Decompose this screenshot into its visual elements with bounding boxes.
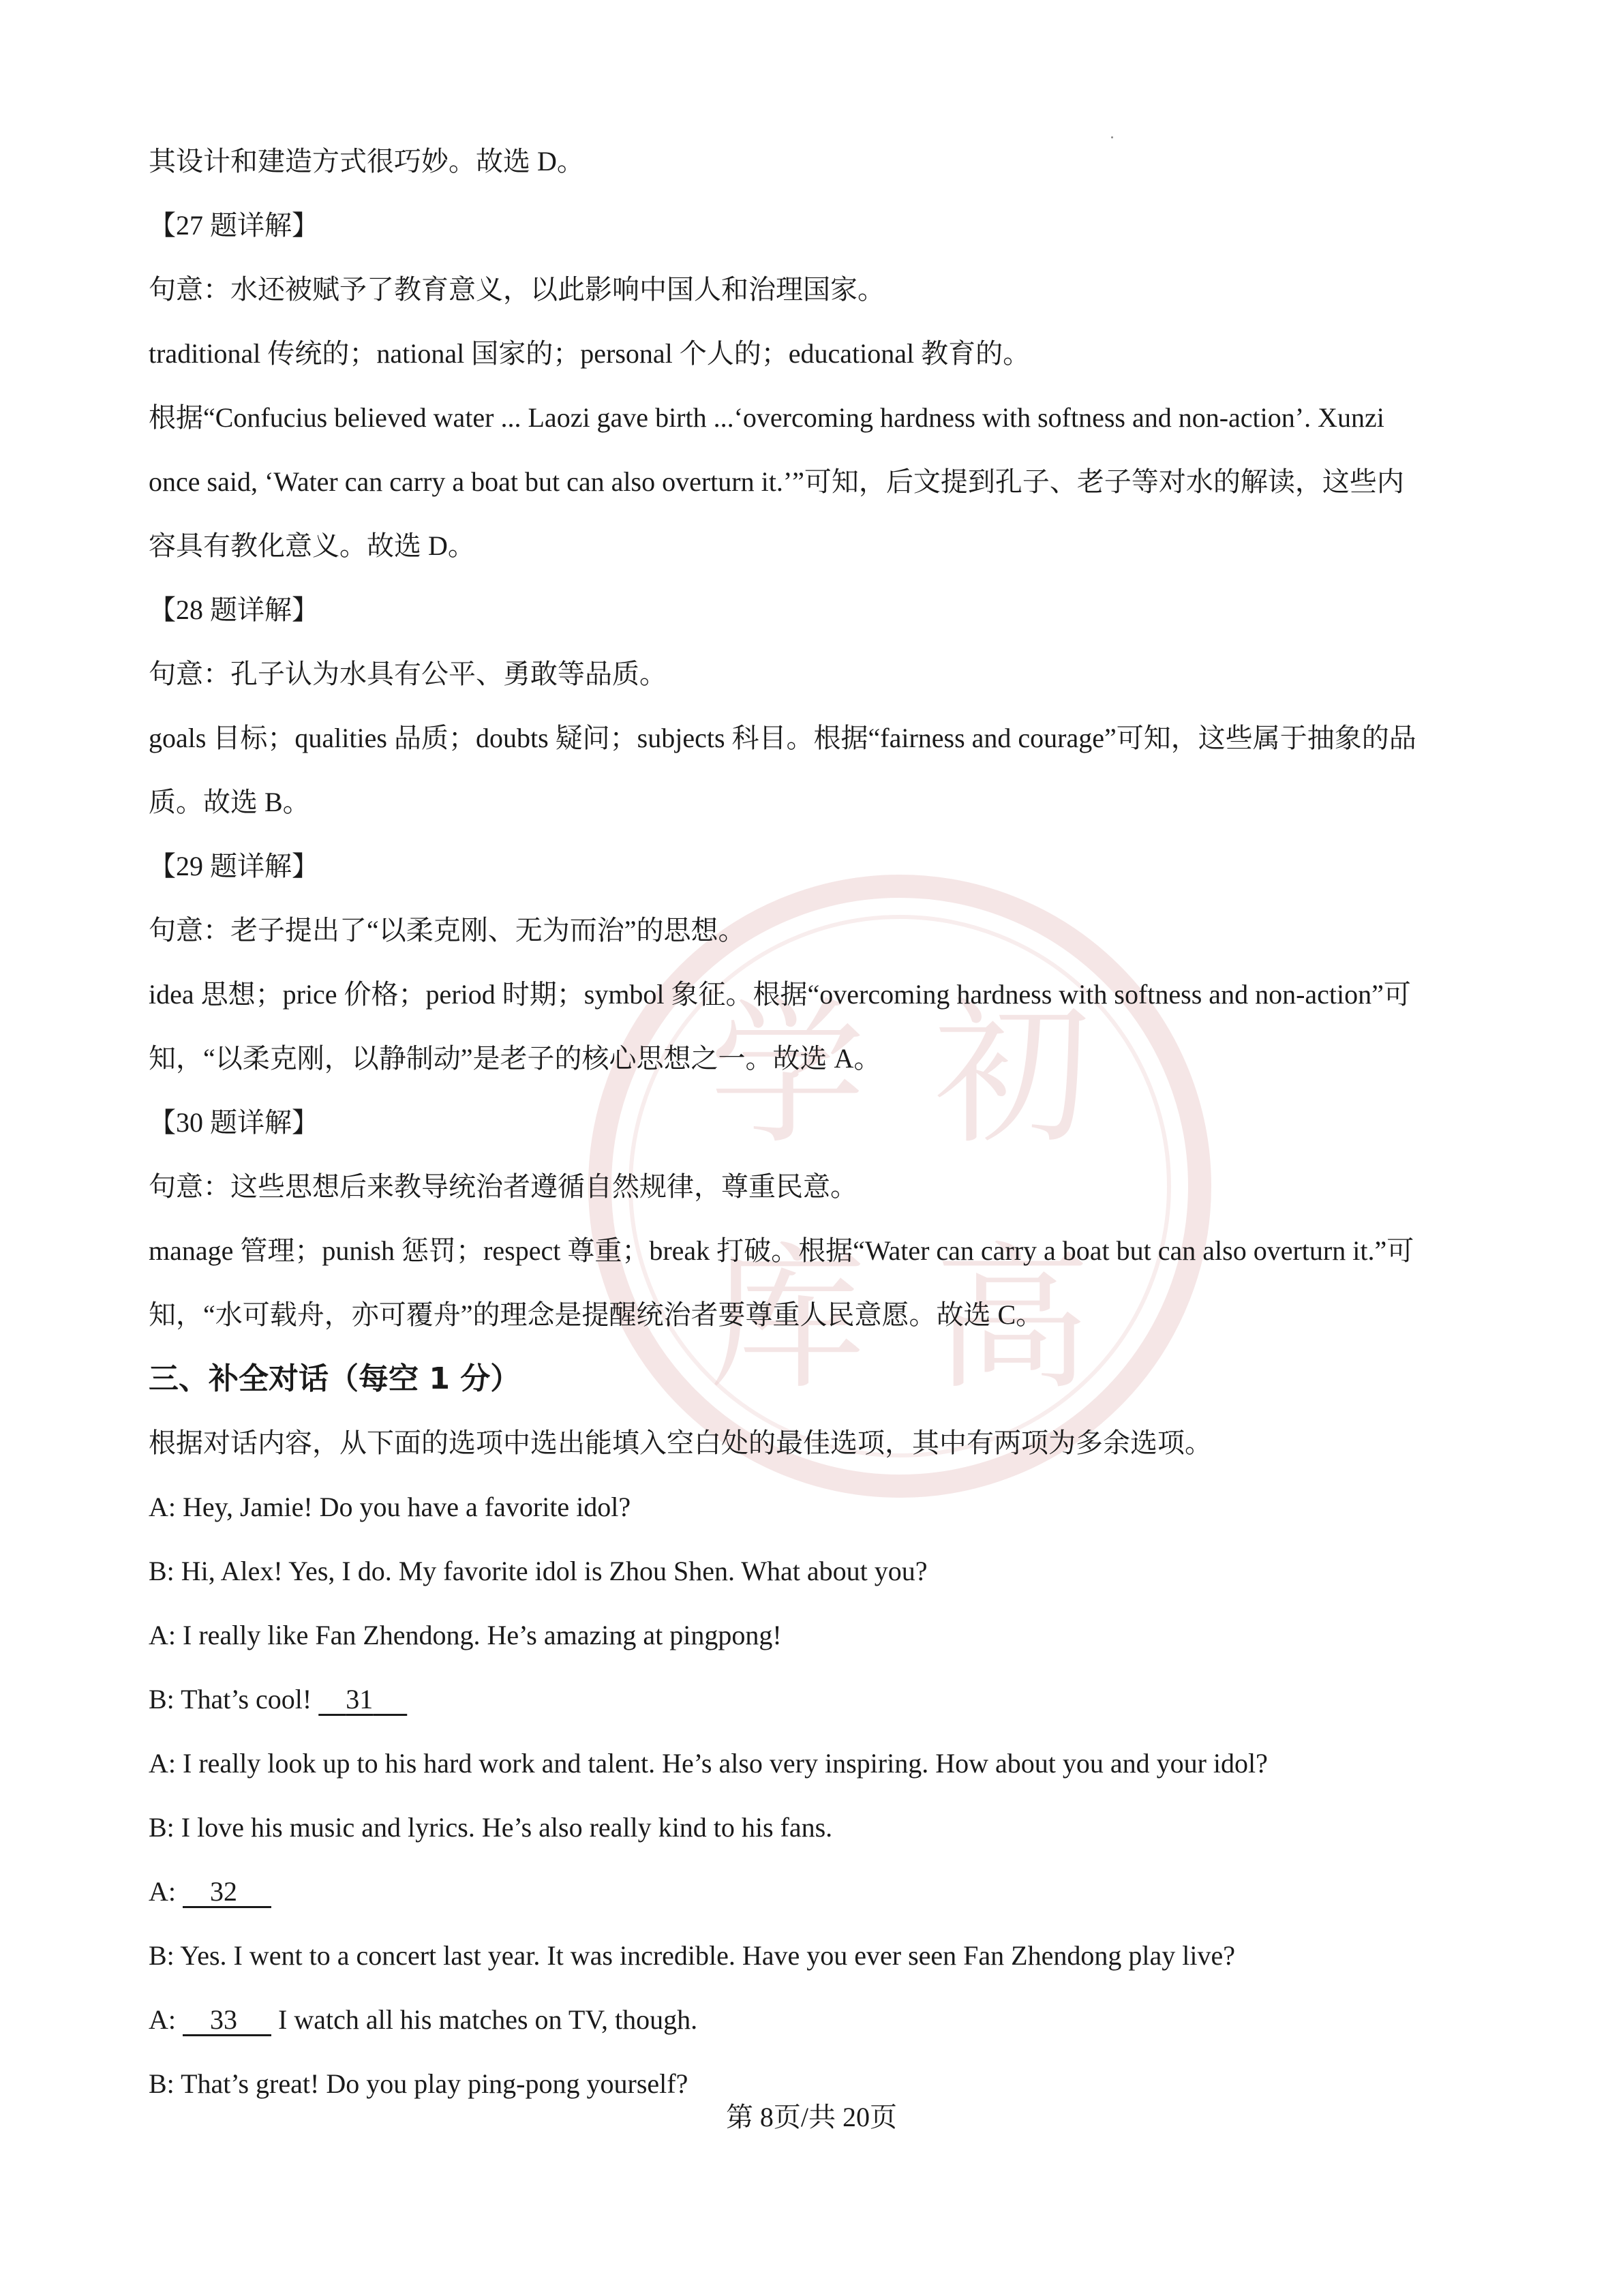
text-line: 知，“以柔克刚，以静制动”是老子的核心思想之一。故选 A。 — [149, 1043, 881, 1074]
text-line: traditional 传统的；national 国家的；personal 个人的；educational 教育的。 — [149, 338, 1031, 369]
dialogue-line — [149, 1988, 1485, 2052]
watermark-char-3: 库 — [708, 1229, 866, 1411]
watermark-char-2: 初 — [933, 984, 1091, 1166]
text-line: 质。故选 B。 — [149, 787, 310, 817]
section-instruction: 根据对话内容，从下面的选项中选出能填入空白处的最佳选项，其中有两项为多余选项。 — [149, 1428, 1212, 1458]
dialogue-line: B: Hi, Alex! Yes, I do. My favorite idol is Zhou Shen. What about you? — [149, 1556, 928, 1586]
page-number-footer: 第 8页/共 20页 — [725, 2102, 898, 2132]
text-line: 句意：水还被赋予了教育意义，以此影响中国人和治理国家。 — [149, 274, 885, 305]
dialogue-text: I watch all his matches on TV, though. — [271, 2004, 698, 2035]
dialogue-text: A: — [149, 2004, 183, 2035]
text-line: 其设计和建造方式很巧妙。故选 D。 — [149, 146, 584, 177]
text-line: 根据“Confucius believed water ... Laozi gave birth ...‘overcoming hardness with softness and non-action’. Xunzi — [149, 402, 1384, 433]
blank-number: 32 — [210, 1876, 237, 1907]
text-line: goals 目标；qualities 品质；doubts 疑问；subjects 科目。根据“fairness and courage”可知，这些属于抽象的品 — [149, 723, 1416, 753]
text-line: 句意：老子提出了“以柔克刚、无为而治”的思想。 — [149, 915, 746, 946]
dialogue-line: B: Yes. I went to a concert last year. It was incredible. Have you ever seen Fan Zhendong play live? — [149, 1940, 1235, 1971]
answer-blank-31 — [318, 1667, 407, 1732]
text-line: 容具有教化意义。故选 D。 — [149, 530, 475, 561]
q29-heading: 【29 题详解】 — [149, 851, 319, 881]
watermark-char-1: 学 — [708, 984, 866, 1166]
dialogue-text: A: — [149, 1876, 183, 1907]
text-line: manage 管理；punish 惩罚；respect 尊重；break 打破。根据“Water can carry a boat but can also overturn it.”可 — [149, 1235, 1414, 1266]
q30-heading: 【30 题详解】 — [149, 1107, 319, 1138]
text-line: 句意：这些思想后来教导统治者遵循自然规律，尊重民意。 — [149, 1171, 858, 1202]
text-line: 知，“水可载舟，亦可覆舟”的理念是提醒统治者要尊重人民意愿。故选 C。 — [149, 1299, 1044, 1330]
page-content — [149, 130, 1485, 2116]
answer-blank-33 — [183, 1988, 271, 2052]
dialogue-line — [149, 1860, 1485, 1924]
dialogue-line: B: That’s great! Do you play ping-pong yourself? — [149, 2068, 688, 2099]
q28-heading: 【28 题详解】 — [149, 594, 319, 625]
q27-heading: 【27 题详解】 — [149, 210, 319, 241]
blank-number: 33 — [210, 2004, 237, 2035]
watermark-char-4: 高 — [933, 1229, 1091, 1411]
dialogue-line: A: I really look up to his hard work and talent. He’s also very inspiring. How about you and your idol? — [149, 1748, 1268, 1779]
text-line: once said, ‘Water can carry a boat but can also overturn it.’”可知，后文提到孔子、老子等对水的解读，这些内 — [149, 466, 1404, 497]
text-line: 句意：孔子认为水具有公平、勇敢等品质。 — [149, 659, 667, 689]
dialogue-line: A: Hey, Jamie! Do you have a favorite idol? — [149, 1492, 631, 1522]
dialogue-text: B: That’s cool! — [149, 1684, 319, 1715]
text-line: idea 思想；price 价格；period 时期；symbol 象征。根据“overcoming hardness with softness and non-action”可 — [149, 979, 1411, 1010]
answer-blank-32 — [183, 1860, 271, 1924]
blank-number: 31 — [346, 1684, 374, 1715]
dialogue-line: A: I really like Fan Zhendong. He’s amazing at pingpong! — [149, 1620, 782, 1650]
dialogue-line: B: I love his music and lyrics. He’s also really kind to his fans. — [149, 1812, 833, 1843]
section-heading: 三、补全对话（每空 1 分） — [149, 1361, 521, 1396]
dialogue-line — [149, 1667, 1485, 1732]
